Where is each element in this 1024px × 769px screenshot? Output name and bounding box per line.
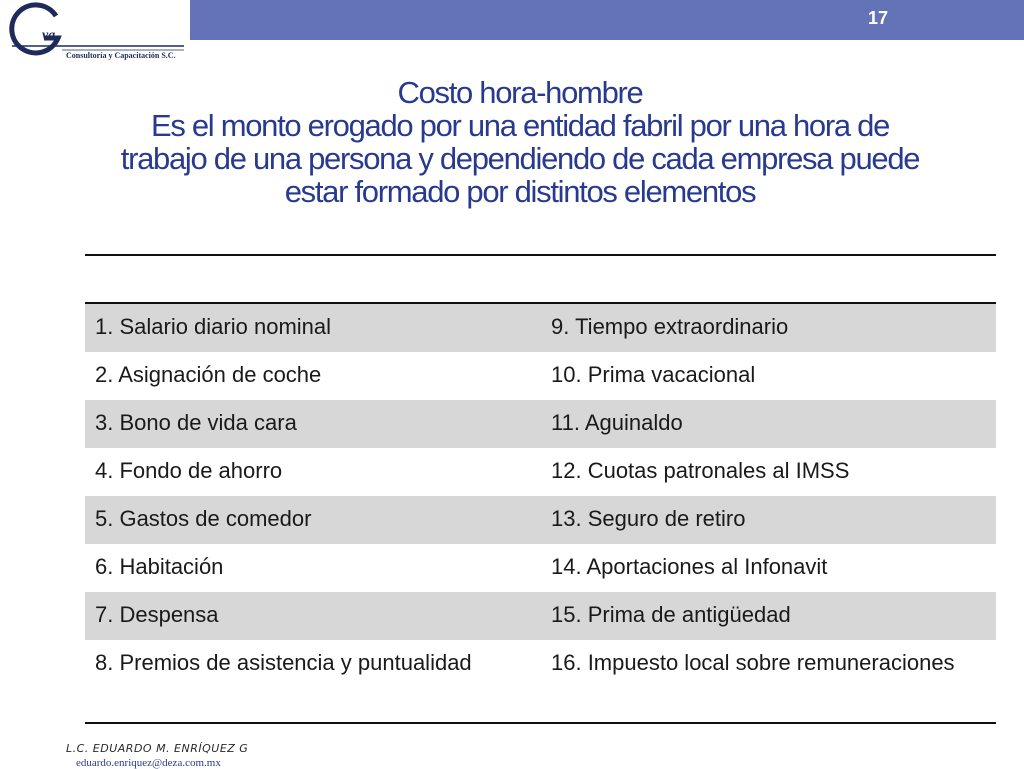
table-cell: 4. Fondo de ahorro (95, 458, 283, 483)
divider (85, 254, 996, 256)
table-cell: 8. Premios de asistencia y puntualidad (95, 650, 472, 675)
title-line: estar formado por distintos elementos (284, 174, 756, 209)
table-row (85, 544, 996, 592)
table-cell: 6. Habitación (95, 554, 224, 579)
table-cell: 3. Bono de vida cara (95, 410, 297, 435)
company-logo (4, 2, 190, 64)
table-cell: 7. Despensa (95, 602, 219, 627)
table-cell: 14. Aportaciones al Infonavit (551, 554, 828, 579)
company-name: Consultoría y Capacitación S.C. (66, 51, 176, 60)
author-name: L.C. EDUARDO M. ENRÍQUEZ G (66, 742, 249, 755)
title-line: Es el monto erogado por una entidad fabril por una hora de (150, 108, 890, 143)
table-cell: 13. Seguro de retiro (551, 506, 746, 531)
table-row (85, 448, 996, 496)
footer (66, 742, 248, 769)
table-row (85, 496, 996, 544)
table-row (85, 400, 996, 448)
table-row (85, 640, 996, 722)
table-cell: 1. Salario diario nominal (95, 314, 332, 339)
table-cell: 2. Asignación de coche (95, 362, 322, 387)
table-cell: 10. Prima vacacional (551, 362, 756, 387)
slide-number: 17 (867, 8, 888, 28)
author-email: eduardo.enriquez@deza.com.mx (76, 757, 221, 769)
table-row (85, 592, 996, 640)
table-cell: 16. Impuesto local sobre remuneraciones (551, 650, 955, 675)
title-heading: Costo hora-hombre (397, 75, 643, 110)
table-cell: 15. Prima de antigüedad (551, 602, 791, 627)
table-cell: 5. Gastos de comedor (95, 506, 312, 531)
table-row (85, 304, 996, 352)
header-bar (190, 0, 1024, 40)
slide-title (40, 76, 1000, 208)
table-cell: 11. Aguinaldo (551, 410, 683, 435)
table-cell: 9. Tiempo extraordinario (551, 314, 789, 339)
table-cell: 12. Cuotas patronales al IMSS (551, 458, 850, 483)
cost-elements-table (85, 302, 996, 724)
title-line: trabajo de una persona y dependiendo de cada empresa puede (120, 141, 920, 176)
table-row (85, 352, 996, 400)
svg-text:va: va (42, 28, 56, 43)
